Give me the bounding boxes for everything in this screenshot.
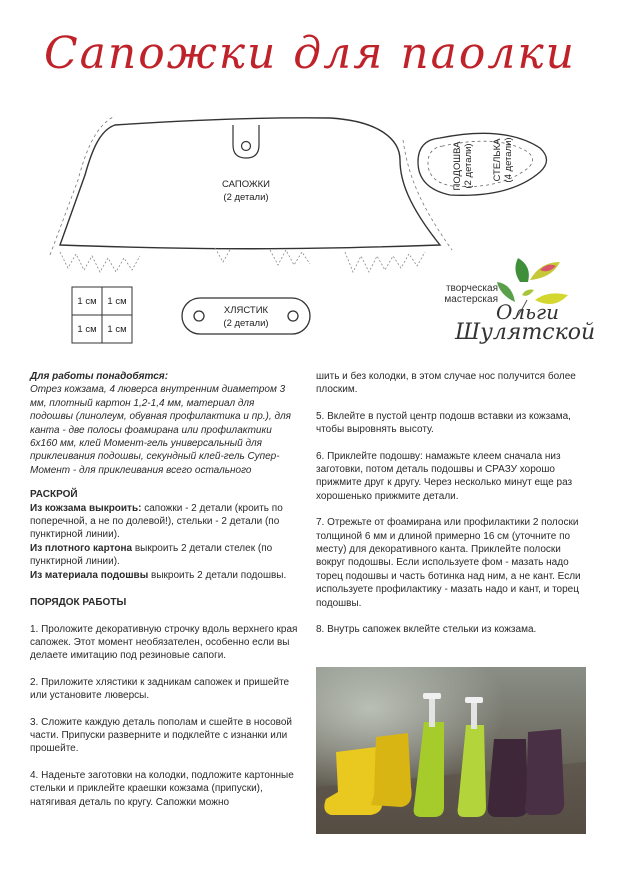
step-7: 7. Отрежьте от фоамирана или профилактики 2 полоски толщиной 6 мм и длиной примерно 16 см (уточните по месту) для декоративного канта. Приклейте полоски вокруг подошвы. Если используете фом - мазать надо торец подошвы и часть ботинка над ним, а не кант. Если используете профилактику - мазать надо и кант, и торец подошвы. [316, 517, 581, 609]
brand-name2: Шулятской [455, 320, 596, 345]
step-8: 8. Внутрь сапожек вклейте стельки из кожзама. [316, 624, 537, 636]
sole-pattern [418, 133, 547, 195]
step-3: 3. Сложите каждую деталь пополам и сшейте в носовой части. Припуски разверните и подклейте с изнанки или прошейте. [30, 716, 293, 755]
strap-label: ХЛЯСТИК [223, 305, 269, 316]
brand-subtitle [418, 283, 498, 305]
cut-item-1-text: сапожки - 2 детали (кроить по поперечной, а не по долевой!), стельки - 2 детали (по пунктирной линии). [30, 502, 283, 541]
brand-name1: Ольги [496, 300, 560, 324]
intro-text: Отрез кожзама, 4 люверса внутренним диаметром 3 мм, плотный картон 1,2-1,4 мм, материал для подошвы (линолеум, обувная профилактика и пр.), для канта - две полосы фоамирана или профилактики 6х160 мм, клей Момент-гель универсальный для приклеивания подошвы, секундный клей-гель Супер-Момент - для приклеивания всего остального [30, 384, 291, 476]
cut-item-1 [30, 502, 300, 542]
strap-pattern [182, 298, 310, 334]
order-heading: ПОРЯДОК РАБОТЫ [30, 597, 127, 609]
right-column [316, 370, 591, 637]
boot-pattern [50, 116, 452, 272]
step-2: 2. Приложите хлястики к задникам сапожек и пришейте или установите люверсы. [30, 676, 290, 702]
brand-line2: мастерская [444, 294, 498, 305]
cut-heading: РАСКРОЙ [30, 489, 78, 501]
cut-item-2-bold: Из плотного картона [30, 542, 133, 554]
scale-grid [72, 287, 132, 343]
insole-count: (4 детали) [503, 137, 514, 183]
insole-label: СТЕЛЬКА [492, 138, 503, 182]
step-6: 6. Приклейте подошву: намажьте клеем сначала низ заготовки, потом деталь подошвы и СРАЗУ хорошо прижмите друг к другу. Через несколько минут еще раз хорошенько прижмите детали. [316, 450, 573, 502]
scale-cell: 1 см [77, 324, 97, 335]
boot-label: САПОЖКИ [221, 179, 271, 190]
strap-count: (2 детали) [223, 318, 269, 329]
page-title: Сапожки для паолки [43, 28, 577, 79]
left-column [30, 370, 300, 809]
boots-photo [316, 667, 586, 834]
cut-item-2-text: выкроить 2 детали стелек (по пунктирной линии). [30, 542, 273, 568]
boot-count: (2 детали) [223, 192, 269, 203]
cut-item-2 [30, 542, 300, 569]
sole-count: (2 детали) [463, 143, 474, 189]
brand-line1: творческая [445, 283, 498, 294]
scale-cell: 1 см [77, 296, 97, 307]
cut-item-3 [30, 569, 300, 582]
step-4-continued: шить и без колодки, в этом случае нос получится более плоским. [316, 371, 576, 396]
cut-item-1-bold: Из кожзама выкроить: [30, 502, 142, 514]
intro-heading: Для работы понадобятся: [30, 371, 169, 382]
cut-item-3-text: выкроить 2 детали подошвы. [148, 569, 287, 581]
step-4: 4. Наденьте заготовки на колодки, подложите картонные стельки и приклейте краешки кожзама (припуски), натягивая деталь по кругу. Сапожки можно [30, 769, 294, 808]
scale-cell: 1 см [107, 324, 127, 335]
step-1: 1. Проложите декоративную строчку вдоль верхнего края сапожек. Этот момент необязателен, особенно если вы делаете имитацию под резиновые сапоги. [30, 623, 298, 662]
scale-cell: 1 см [107, 296, 127, 307]
sole-label: ПОДОШВА [452, 141, 463, 191]
step-5: 5. Вклейте в пустой центр подошв вставки из кожзама, чтобы выровнять высоту. [316, 410, 571, 436]
cut-item-3-bold: Из материала подошвы [30, 569, 149, 581]
